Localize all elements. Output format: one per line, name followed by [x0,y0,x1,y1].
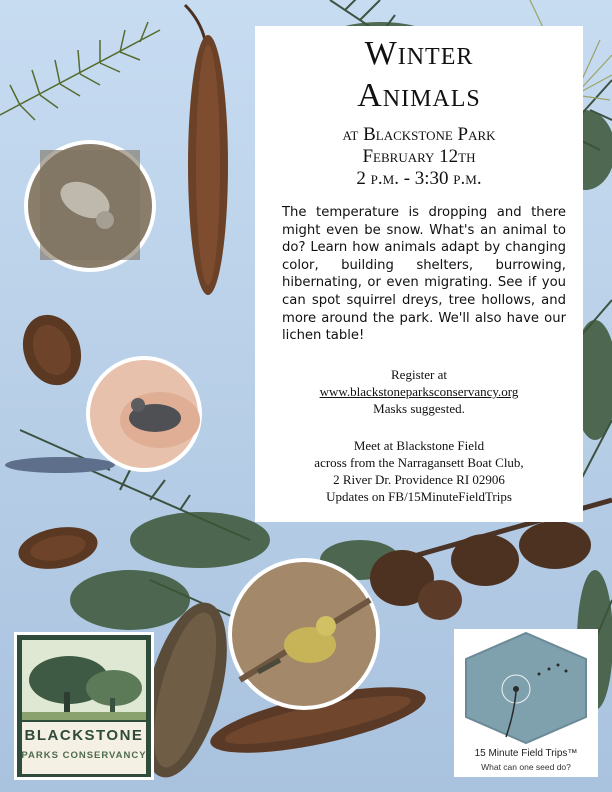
meeting-landmark: across from the Narragansett Boat Club, [314,455,524,470]
meeting-place: Meet at Blackstone Field [353,438,485,453]
register-label: Register at [391,367,447,382]
fifteen-minute-field-trips-logo [454,629,598,777]
event-date: February 12th [362,146,476,167]
tree-frog-photo [86,356,202,472]
event-description: The temperature is dropping and there might even be snow. What's an animal to do? Learn how animals adapt by changing color, building shelters, burrowing, hibernating, or even migrating. See if you can spot squirrel dreys, tree hollows, and more around the park. We'll also have our lichen table! [282,205,566,344]
blackstone-parks-conservancy-logo [14,632,154,780]
dandelion-hexagon-icon [454,629,598,747]
event-title-line1: Winter [364,35,474,72]
goldfinch-photo [228,558,380,710]
meeting-address: 2 River Dr. Providence RI 02906 [333,472,505,487]
event-title-line2: Animals [357,77,481,114]
blackstone-logo-subtitle: PARKS CONSERVANCY [21,750,147,761]
register-link[interactable]: www.blackstoneparksconservancy.org [319,384,519,399]
masks-note: Masks suggested. [373,401,465,416]
squirrel-photo [24,140,156,272]
event-location: at Blackstone Park [342,124,496,145]
updates-note: Updates on FB/15MinuteFieldTrips [326,489,512,504]
blackstone-logo-title: BLACKSTONE [24,727,144,744]
field-trips-logo-tagline: What can one seed do? [481,762,571,772]
frosted-sprig [5,457,115,473]
field-trips-logo-title: 15 Minute Field Trips™ [474,748,578,759]
event-time: 2 p.m. - 3:30 p.m. [356,168,482,189]
